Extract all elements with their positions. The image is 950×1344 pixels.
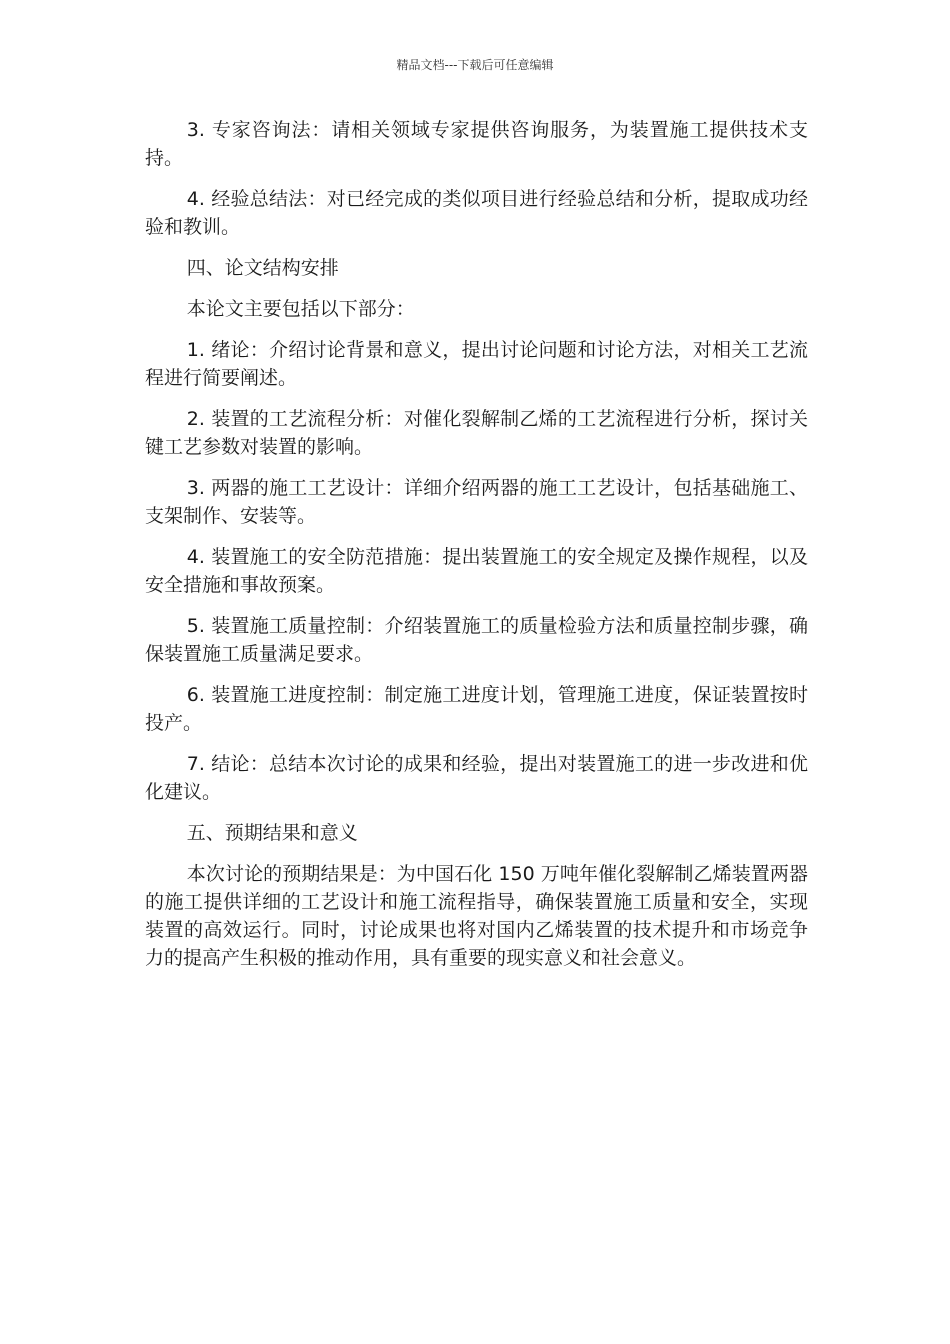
paragraph-part-6: 6. 装置施工进度控制：制定施工进度计划，管理施工进度，保证装置按时投产。 — [145, 684, 808, 734]
paragraph-part-3: 3. 两器的施工工艺设计：详细介绍两器的施工工艺设计，包括基础施工、支架制作、安装等。 — [145, 477, 808, 527]
paragraph-method-3: 3. 专家咨询法：请相关领域专家提供咨询服务，为装置施工提供技术支持。 — [145, 119, 808, 169]
paragraph-part-7: 7. 结论：总结本次讨论的成果和经验，提出对装置施工的进一步改进和优化建议。 — [145, 753, 808, 803]
document-body — [145, 116, 808, 985]
paragraph-part-4: 4. 装置施工的安全防范措施：提出装置施工的安全规定及操作规程，以及安全措施和事故预案。 — [145, 546, 808, 596]
section-heading-structure: 四、论文结构安排 — [186, 257, 339, 279]
paragraph-expected-results: 本次讨论的预期结果是：为中国石化 150 万吨年催化裂解制乙烯装置两器的施工提供详细的工艺设计和施工流程指导，确保装置施工质量和安全，实现装置的高效运行。同时，讨论成果也将对国内乙烯装置的技术提升和市场竞争力的提高产生积极的推动作用，具有重要的现实意义和社会意义。 — [145, 863, 808, 969]
paragraph-part-1: 1. 绪论：介绍讨论背景和意义，提出讨论问题和讨论方法，对相关工艺流程进行简要阐述。 — [145, 339, 808, 389]
section-heading-expected-results: 五、预期结果和意义 — [186, 822, 358, 844]
paragraph-method-4: 4. 经验总结法：对已经完成的类似项目进行经验总结和分析，提取成功经验和教训。 — [145, 188, 808, 238]
paragraph-part-5: 5. 装置施工质量控制：介绍装置施工的质量检验方法和质量控制步骤，确保装置施工质量满足要求。 — [145, 615, 808, 665]
paragraph-structure-intro: 本论文主要包括以下部分： — [186, 298, 415, 320]
page-header: 精品文档---下载后可任意编辑 — [396, 58, 554, 72]
paragraph-part-2: 2. 装置的工艺流程分析：对催化裂解制乙烯的工艺流程进行分析，探讨关键工艺参数对装置的影响。 — [145, 408, 808, 458]
